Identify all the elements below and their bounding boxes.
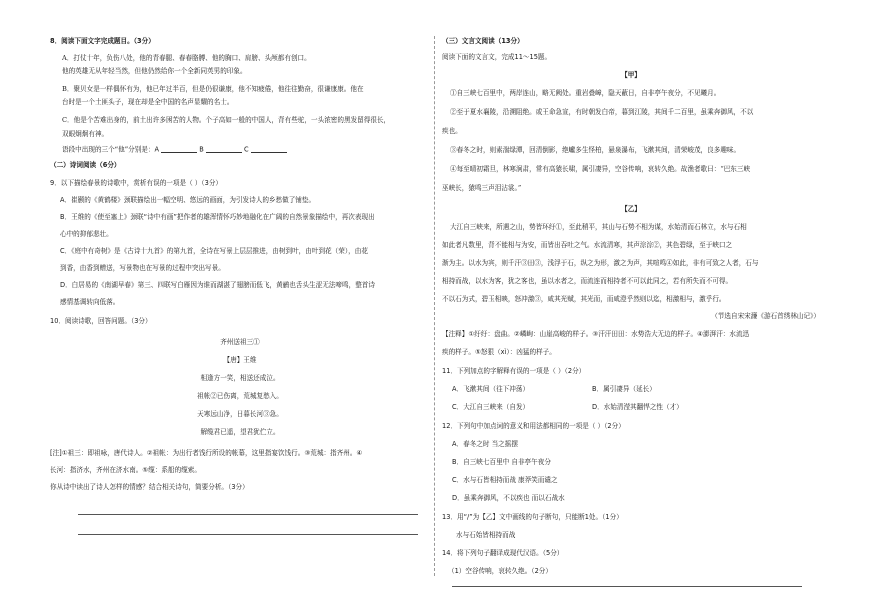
answer-line[interactable] — [452, 586, 802, 587]
q9-option-d-line1: D．白居易的《南湖早春》第三、四联写白雁因为谁而湖湛了翅膀而低飞，黄鹂也舌头生涩无法啼鸣，整首诗 — [60, 281, 375, 289]
q8-blank-a[interactable] — [161, 146, 197, 153]
poem-author: 【唐】王维 — [223, 356, 257, 364]
q12-option-b: B．自三峡七百里中 自非亭午夜分 — [452, 458, 551, 466]
poem-note-line2: 长河：指济水，齐州在济水南。⑤缆：系船的缆索。 — [50, 466, 201, 474]
q13-stem: 13．用“/”为【乙】文中画线的句子断句，只能断1处。（1分） — [442, 513, 623, 521]
answer-line[interactable] — [78, 514, 418, 515]
poem-line-4: 解缆君已遥，望君犹伫立。 — [200, 428, 280, 436]
column-divider — [434, 36, 435, 576]
q10-stem: 10．阅读诗歌，回答问题。（3分） — [50, 317, 152, 325]
q8-option-a-line2: 他的英雄无从年轻当然，但他仍然给你一个全新同英男的印象。 — [62, 67, 247, 75]
q9-stem: 9．以下描绘春景的诗歌中，赏析有误的一项是（ ）（3分） — [50, 179, 223, 187]
q9-option-b-line1: B．王维的《使至塞上》颈联“诗中有画”把作者的雄浑情怀巧妙地融化在广阔的自然景象描绘中，再次表现出 — [60, 213, 375, 221]
passage-jia-para4-line2: 巫峡长，猿鸣三声泪沾裳。” — [442, 184, 522, 192]
q8-c-label: C — [244, 145, 249, 154]
passage-jia-para3: ③春冬之时，则素湍绿潭，回清倒影，绝巘多生怪柏，悬泉瀑布，飞漱其间，清荣峻茂，良多趣味。 — [450, 146, 741, 154]
passage-jia-para2-line2: 疾也。 — [442, 127, 462, 135]
q8-stem-label: 语段中出现的三个“他”分别是：A — [62, 145, 160, 154]
passage-yi-label: 【乙】 — [621, 205, 641, 213]
q12-option-c: C．水与石皆相持而战 康莽笑而谴之 — [452, 476, 558, 484]
q14-stem: 14．将下列句子翻译成现代汉语。（5分） — [442, 549, 564, 557]
q10-question: 你从诗中读出了诗人怎样的情感？结合相关诗句，简要分析。（3分） — [50, 483, 249, 491]
reading-intro: 阅读下面的文言文，完成11～15题。 — [442, 53, 552, 61]
q8-option-b-line1: B．聚贝女是一样偶怀有为，他已年过半百，但是仍很谦康，他不知疲倦，他往往勤奋，很谦康康。他在 — [62, 85, 364, 93]
passage-yi-line1: 大江自三峡来，所遇之山，势皆环纡①，至此稍平，其山与石势不相为谋，水始清而石林立，水与石相 — [450, 223, 747, 231]
passage-jia-para4-line1: ④每至晴初霜旦，林寒涧肃，常有高猿长啸，属引凄异，空谷传响，哀转久绝。故渔者歌曰：“巴东三峡 — [450, 165, 751, 173]
q14-item-1: （1）空谷传响，哀转久绝。（2分） — [448, 567, 552, 575]
q9-option-c-line1: C．《庭中有奇树》是《古诗十九首》的第九首，全诗在写景上层层推进，由树到叶，由叶到花（荣），由花 — [60, 247, 368, 255]
q9-option-b-line2: 心中的抑郁悲壮。 — [60, 230, 113, 238]
q11-option-c: C．大江自三峡来（自发） — [452, 403, 530, 411]
q11-option-d: D．水始清滢其翻悍之性（才） — [592, 403, 683, 411]
q11-stem: 11．下列加点的字解释有误的一项是（ ）（2分） — [442, 367, 586, 375]
poem-note-line1: [注]①祖三：即祖咏，唐代诗人。②祖帐：为出行者饯行所设的帐幕，这里指宴饮饯行。③荒城：指齐州。④ — [50, 449, 363, 457]
passage-yi-line3: 渐为主。以水为宾，则千汗③田③，浅浮于石，纵之为形，激之为声，其喧鸣④如此，非有可致之人者，石与 — [442, 259, 759, 267]
q8-answer-line — [62, 146, 287, 153]
passage-jia-para2-line1: ②至于夏水襄陵，沿溯阻绝。或王命急宣，有时朝发白帝，暮到江陵，其间千二百里，虽乘奔御风，不以 — [450, 108, 754, 116]
q13-sentence: 水与石始皆相持而战 — [456, 531, 516, 539]
q8-blank-b[interactable] — [206, 146, 242, 153]
q8-option-c-line1: C．他是个苦难出身的，前土出许多困苦的人物。个子高如一般的中国人，背有些驼，一头浓密的黑发留得很长， — [62, 116, 391, 124]
q9-option-c-line2: 到香，由香到赠送，写景物也在写景的过程中突出写景。 — [60, 264, 225, 272]
passage-yi-source: （节选自宋宋濂《游石首绣林山记》） — [711, 312, 820, 320]
q9-option-d-line2: 感情基调转向低落。 — [60, 298, 120, 306]
section2-heading: （二）诗词阅读（6分） — [50, 161, 121, 169]
q8-blank-c[interactable] — [251, 146, 287, 153]
q12-option-d: D．虽乘奔御风，不以疾也 而以石战水 — [452, 494, 565, 502]
poem-line-3: 天寒远山净，日暮长河③急。 — [197, 410, 283, 418]
notes-line2: 疾的样子。⑤怒狠（xì）：凶猛的样子。 — [442, 348, 556, 356]
notes-line1: 【注释】①纡纡：盘曲。②嶙峋：山崖高峻的样子。③汗汗田田：水势浩大无边的样子。④澎湃汗：水流迅 — [442, 330, 750, 338]
q8-title: 8．阅读下面文字完成题目。（3分） — [50, 37, 155, 45]
passage-jia-label: 【甲】 — [621, 71, 641, 79]
q11-option-b: B．属引凄异（延长） — [592, 385, 656, 393]
q8-option-a-line1: A．打仗十年，负伤八处，他的青春腿、春春胳膊、他的胸口、肩膀、头颅都有创口。 — [62, 54, 311, 62]
answer-line[interactable] — [78, 534, 418, 535]
poem-line-1: 相逢方一笑，相送还成泣。 — [200, 374, 280, 382]
q12-option-a: A．春冬之时 当之摇摆 — [452, 440, 518, 448]
section3-heading: （三）文言文阅读（13分） — [442, 37, 524, 45]
q9-option-a: A．崔颢的《黄鹤楼》颈联描绘出一幅空明、悠远的画面，为引发诗人的乡愁做了铺垫。 — [60, 196, 316, 204]
q12-stem: 12．下列句中加点词的意义和用法都相同的一项是（ ）（2分） — [442, 422, 625, 430]
q11-option-a: A．飞漱其间（往下冲荡） — [452, 385, 530, 393]
poem-line-2: 祖帐②已伤离，荒城复愁入。 — [197, 392, 283, 400]
passage-jia-para1: ①自三峡七百里中，两岸连山，略无阙处。重岩叠嶂，隐天蔽日，自非亭午夜分，不见曦月。 — [450, 89, 721, 97]
q8-option-c-line2: 双眼炯炯有神。 — [62, 130, 109, 138]
passage-yi-line2: 如此者凡数里，背不能相与为安，而皆出吞吐之气。水流清寒，其声淙淙②，其色碧绿，至于峡口之 — [442, 241, 733, 249]
poem-title: 齐州送祖三① — [220, 338, 260, 346]
q8-b-label: B — [199, 145, 204, 154]
passage-yi-line5: 不以石为式，碧玉相映，怒冲激③，咸其光赋，其光而，而咸澄乎然则以迄，相激相与，激乎行。 — [442, 295, 726, 303]
passage-yi-line4: 相持而战，以水为客，犹之客也，虽以水者之，而流连而相持者不可以此同之，若有所失而不可得。 — [442, 277, 733, 285]
q8-option-b-line2: 台时是一个土匪头子，现在却是全中国的名声显耀的名士。 — [62, 98, 234, 106]
